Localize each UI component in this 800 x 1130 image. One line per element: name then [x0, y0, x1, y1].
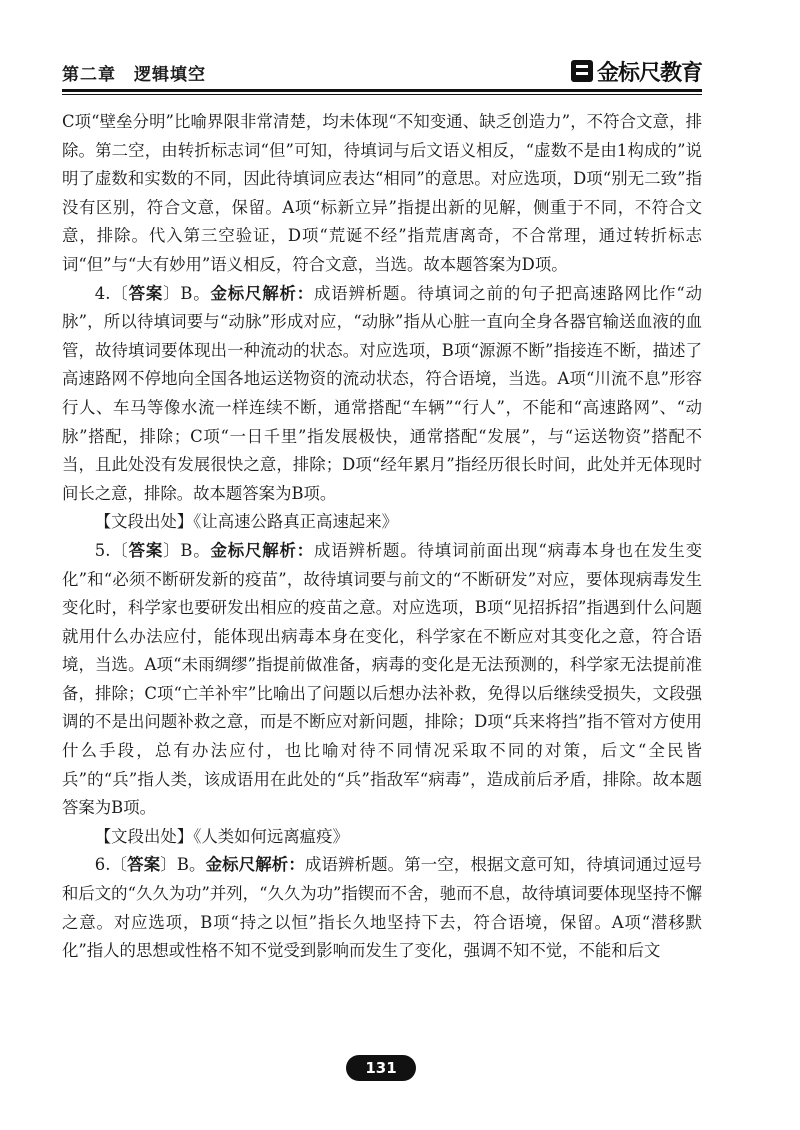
header-rule-thin: [62, 94, 702, 95]
page-header: [62, 56, 702, 90]
answer-value: 〕B。: [163, 540, 211, 560]
page-number-badge: [346, 1055, 416, 1081]
source-q4: 【文段出处】《让高速公路真正高速起来》: [94, 512, 399, 532]
analysis-label: 金标尺解析：: [210, 540, 315, 560]
analysis-label: 金标尺解析：: [210, 283, 315, 303]
answer-label: 答案: [128, 540, 164, 560]
page-body: [62, 108, 702, 966]
logo-icon: [571, 60, 593, 82]
analysis-text: 成语辨析题。第一空，根据文意可知，待填词通过逗号和后文的“久久为功”并列，“久久为功”指锲而不舍，驰而不息，故待填词要体现坚持不懈之意。对应选项，B项“持之以恒”指长久地坚持下去，符合语境，保留。A项“潜移默化”指人的思想或性格不知不觉受到影响而发生了变化，强调不知不觉，不能和后文: [62, 855, 703, 961]
analysis-text: 成语辨析题。待填词前面出现“病毒本身也在发生变化”和“必须不断研发新的疫苗”，故待填词要与前文的“不断研发”对应，要体现病毒发生变化时，科学家也要研发出相应的疫苗之意。对应选项，B项“见招拆招”指遇到什么问题就用什么办法应付，能体现出病毒本身在变化，科学家在不断应对其变化之意，符合语境，当选。A项“未雨绸缪”指提前做准备，病毒的变化是无法预测的，科学家无法提前准备，排除；C项“亡羊补牢”比喻出了问题以后想办法补救，免得以后继续受损失，文段强调的不是出问题补救之意，而是不断应对新问题，排除；D项“兵来将挡”指不管对方使用什么手段，总有办法应付，也比喻对待不同情况采取不同的对策，后文“全民皆兵”的“兵”指人类，该成语用在此处的“兵”指敌军“病毒”，造成前后矛盾，排除。故本题答案为B项。: [62, 540, 703, 818]
answer-value: 〕B。: [163, 283, 211, 303]
analysis-label: 金标尺解析：: [205, 855, 305, 875]
paragraph-q3-continued: C项“壁垒分明”比喻界限非常清楚，均未体现“不知变通、缺乏创造力”，不符合文意，排除。第二空，由转折标志词“但”可知，待填词与后文语义相反，“虚数不是由1构成的”说明了虚数和实数的不同，因此待填词应表达“相同”的意思。对应选项，D项“别无二致”指没有区别，符合文意，保留。A项“标新立异”指提出新的见解，侧重于不同，不符合文意，排除。代入第三空验证，D项“荒诞不经”指荒唐离奇，不合常理，通过转折标志词“但”与“大有妙用”语义相反，符合文意，当选。故本题答案为D项。: [62, 112, 702, 274]
answer-label: 答案: [128, 283, 164, 303]
answer-label: 答案: [127, 855, 161, 875]
answer-q4: [62, 280, 702, 509]
question-number: 6.〔: [94, 855, 128, 875]
answer-value: 〕B。: [160, 855, 206, 875]
answer-q6: [62, 851, 702, 965]
source-q5: 【文段出处】《人类如何远离瘟疫》: [94, 826, 349, 846]
brand-logo: [571, 56, 702, 86]
logo-text: 金标尺教育: [596, 60, 702, 86]
header-rule: [62, 89, 702, 92]
question-number: 4.〔: [94, 283, 129, 303]
page-number: 131: [365, 1059, 397, 1077]
question-number: 5.〔: [94, 540, 129, 560]
answer-q5: [62, 537, 702, 823]
analysis-text: 成语辨析题。待填词之前的句子把高速路网比作“动脉”，所以待填词要与“动脉”形成对应，“动脉”指从心脏一直向全身各器官输送血液的血管，故待填词要体现出一种流动的状态。对应选项，B项“源源不断”指接连不断，描述了高速路网不停地向全国各地运送物资的流动状态，符合语境，当选。A项“川流不息”形容行人、车马等像水流一样连续不断，通常搭配“车辆”“行人”，不能和“高速路网”、“动脉”搭配，排除；C项“一日千里”指发展极快，通常搭配“发展”，与“运送物资”搭配不当，且此处没有发展很快之意，排除；D项“经年累月”指经历很长时间，此处并无体现时间长之意，排除。故本题答案为B项。: [62, 283, 703, 503]
chapter-title: 第二章 逻辑填空: [62, 65, 206, 85]
